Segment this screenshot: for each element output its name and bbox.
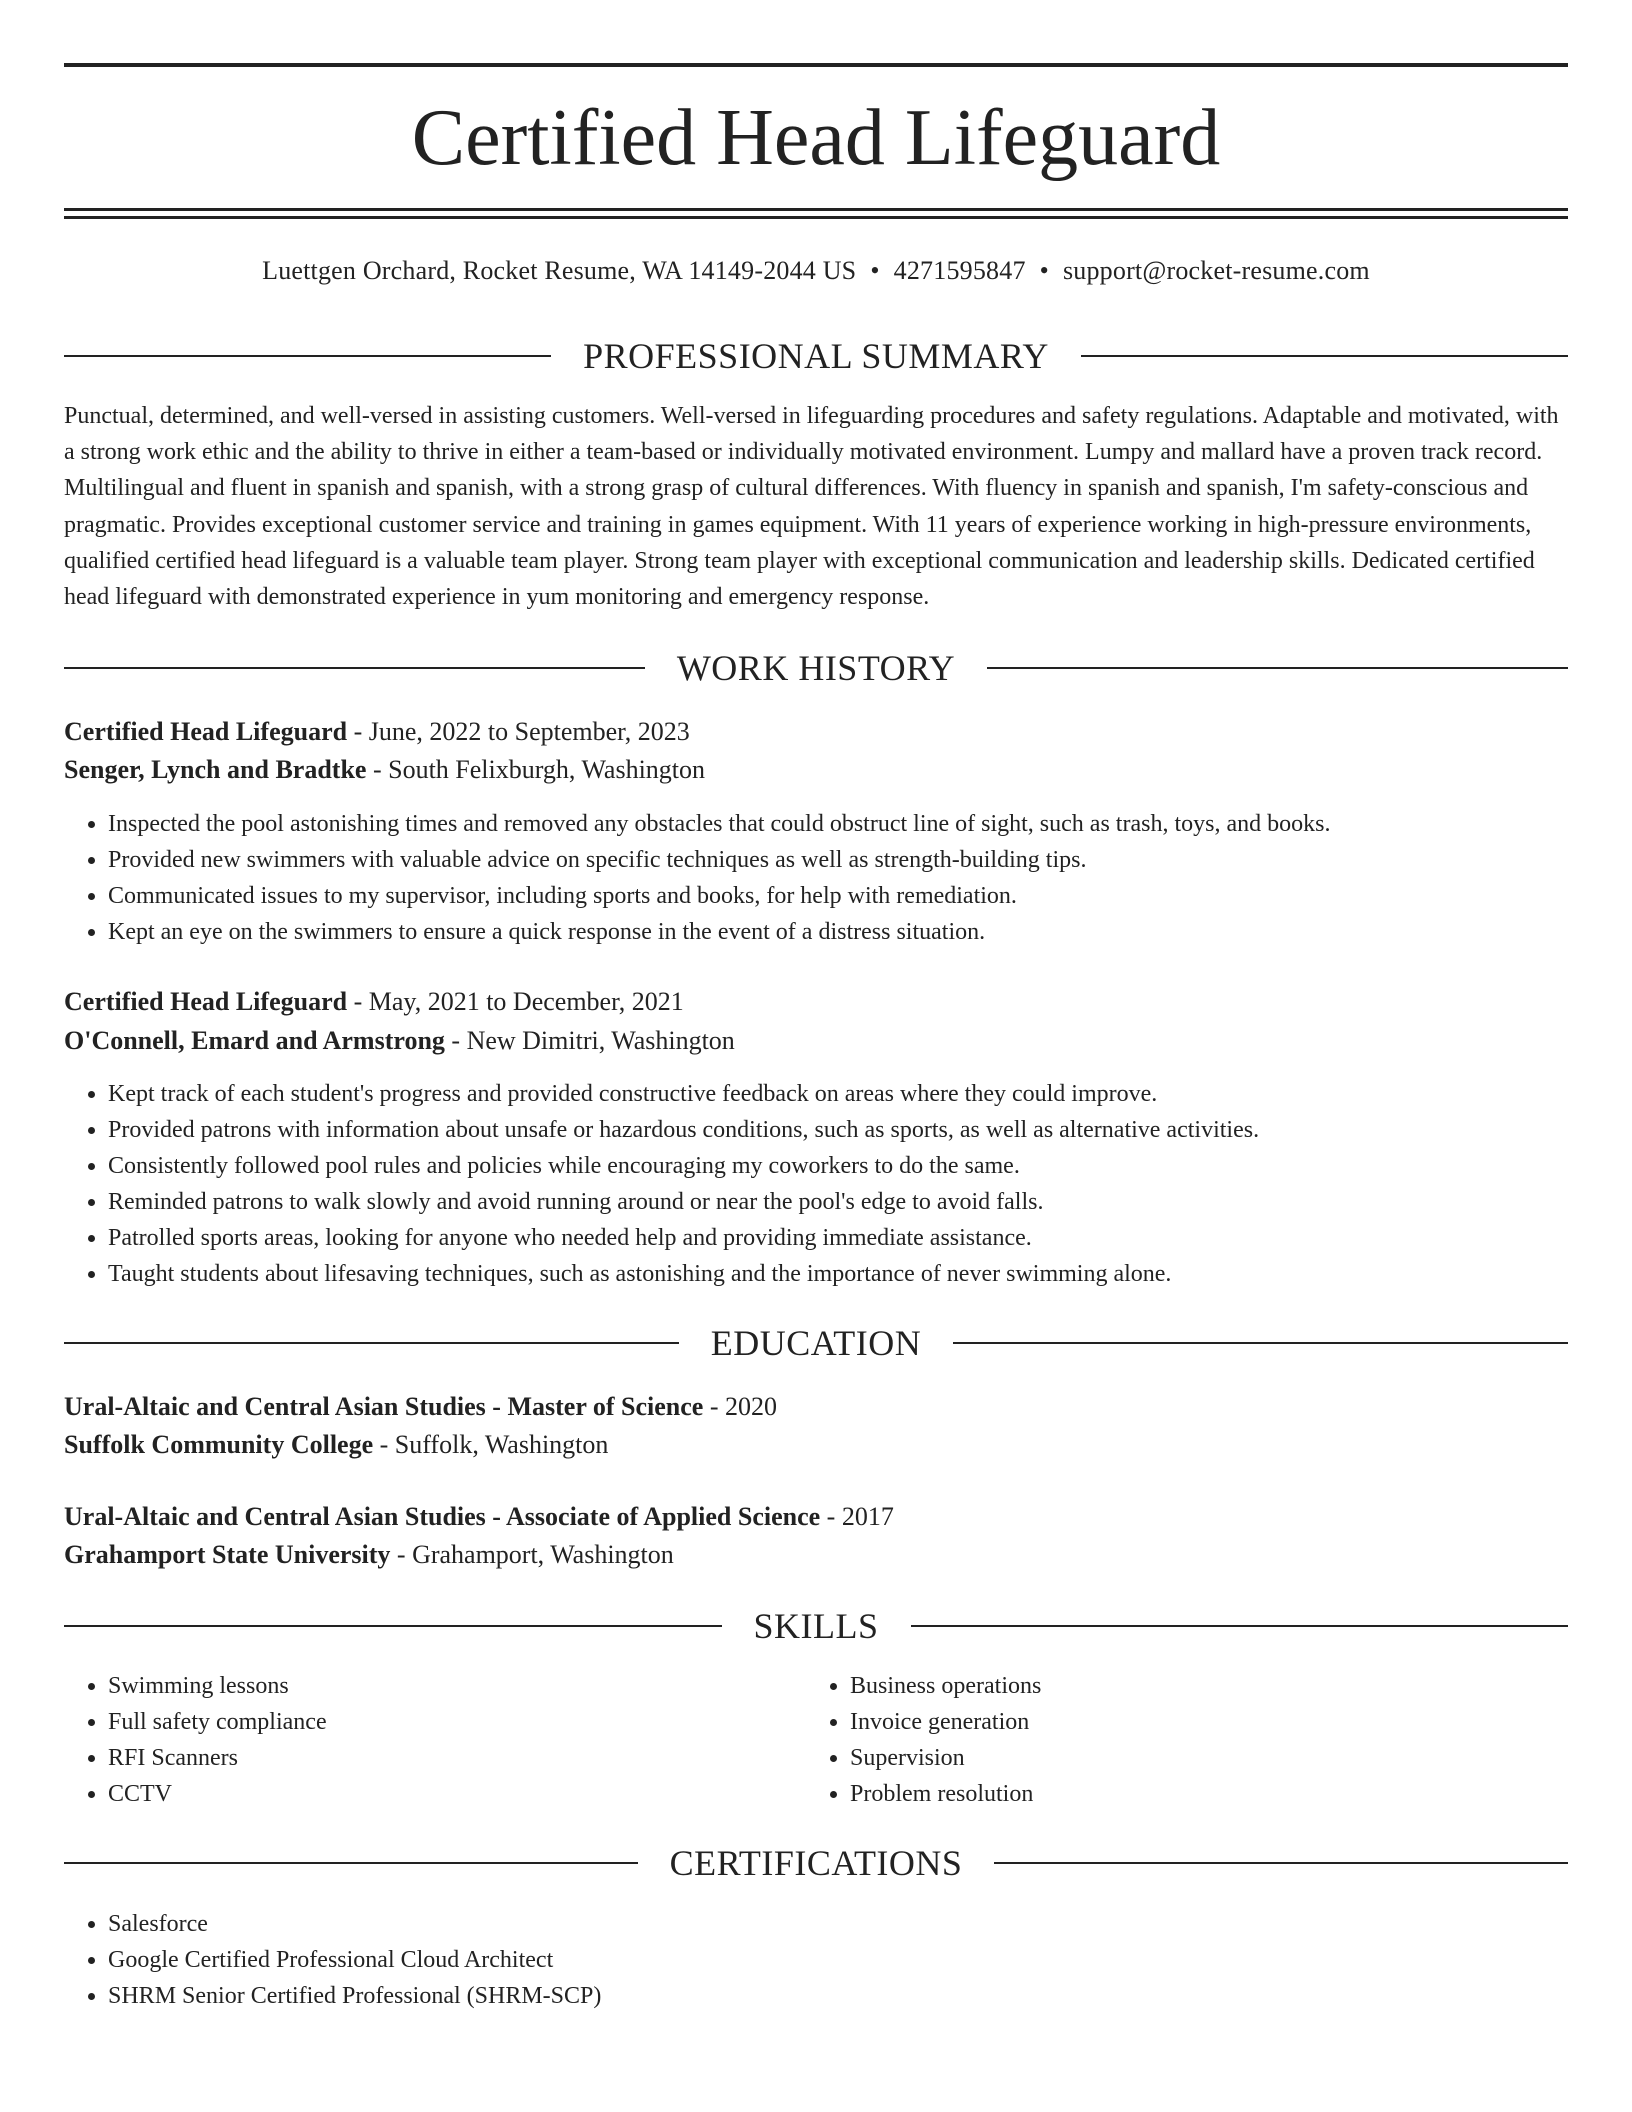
contact-phone: 4271595847: [893, 256, 1026, 285]
heading-rule: [64, 1342, 679, 1344]
section-heading-certifications: [64, 1841, 1568, 1885]
list-item: • Kept an eye on the swimmers to ensure a quick response in the event of a distress situation.: [108, 914, 1568, 950]
job-location: - South Felixburgh, Washington: [372, 755, 706, 784]
title-rule-lower: [64, 216, 1568, 219]
job-role: Certified Head Lifeguard: [64, 717, 348, 746]
section-title: SKILLS: [753, 1606, 879, 1646]
education-degree-line: [64, 1389, 1568, 1425]
list-item: • Kept track of each student's progress and provided constructive feedback on areas where they could improve.: [108, 1076, 1568, 1112]
heading-rule: [994, 1862, 1568, 1864]
summary-text: Punctual, determined, and well-versed in assisting customers. Well-versed in lifeguarding procedures and safety regulations. Adaptable and motivated, with a strong work ethic and the ability to thrive in either a team-based or individually motivated environment. Lumpy and mallard have a proven track record. Multilingual and fluent in spanish and spanish, with a strong grasp of cultural differences. With fluency in spanish and spanish, I'm safety-conscious and pragmatic. Provides exceptional customer service and training in games equipment. With 11 years of experience working in high-pressure environments, qualified certified head lifeguard is a valuable team player. Strong team player with exceptional communication and leadership skills. Dedicated certified head lifeguard with demonstrated experience in yum monitoring and emergency response.: [64, 403, 1559, 611]
education-school-line: [64, 1427, 1568, 1463]
list-item: • Consistently followed pool rules and policies while encouraging my coworkers to do the same.: [108, 1148, 1568, 1184]
contact-separator: •: [870, 256, 880, 285]
job-bullets: [64, 1076, 1568, 1292]
heading-rule: [64, 1625, 722, 1627]
skill-item: • Supervision: [850, 1740, 1550, 1776]
section-heading-work-history: [64, 646, 1568, 690]
job-company-line: [64, 752, 1568, 788]
certifications-list: [64, 1906, 1568, 2014]
heading-rule: [64, 1862, 638, 1864]
section-title: CERTIFICATIONS: [669, 1843, 963, 1883]
job-title-line: [64, 984, 1568, 1020]
list-item: • Patrolled sports areas, looking for anyone who needed help and providing immediate assistance.: [108, 1220, 1568, 1256]
skill-item: • RFI Scanners: [108, 1740, 808, 1776]
heading-rule: [953, 1342, 1568, 1344]
education-school-line: [64, 1537, 1568, 1573]
skill-item: • Business operations: [850, 1668, 1550, 1704]
certification-item: • Google Certified Professional Cloud Architect: [108, 1942, 1568, 1978]
job-company: O'Connell, Emard and Armstrong: [64, 1026, 445, 1055]
certification-item: • SHRM Senior Certified Professional (SHRM-SCP): [108, 1978, 1568, 2014]
job-bullets: [64, 806, 1568, 950]
top-rule: [64, 63, 1568, 67]
skill-item: • CCTV: [108, 1776, 808, 1812]
heading-rule: [64, 667, 645, 669]
list-item: • Communicated issues to my supervisor, including sports and books, for help with remediation.: [108, 878, 1568, 914]
job-company-line: [64, 1023, 1568, 1059]
education-year: - 2017: [826, 1502, 894, 1531]
resume-title: Certified Head Lifeguard: [411, 94, 1221, 182]
skill-item: • Full safety compliance: [108, 1704, 808, 1740]
contact-line: [64, 254, 1568, 288]
job-role: Certified Head Lifeguard: [64, 987, 348, 1016]
list-item: • Reminded patrons to walk slowly and avoid running around or near the pool's edge to avoid falls.: [108, 1184, 1568, 1220]
contact-address: Luettgen Orchard, Rocket Resume, WA 14149-2044 US: [262, 256, 857, 285]
section-heading-skills: [64, 1604, 1568, 1648]
education-school: Suffolk Community College: [64, 1430, 374, 1459]
job-company: Senger, Lynch and Bradtke: [64, 755, 367, 784]
education-degree: Ural-Altaic and Central Asian Studies - Associate of Applied Science: [64, 1502, 821, 1531]
education-degree-line: [64, 1499, 1568, 1535]
section-title: WORK HISTORY: [676, 648, 956, 688]
education-year: - 2020: [709, 1392, 778, 1421]
skills-list-left: [64, 1668, 808, 1812]
title-rule-upper: [64, 208, 1568, 211]
job-dates: - May, 2021 to December, 2021: [353, 987, 684, 1016]
section-title: PROFESSIONAL SUMMARY: [583, 336, 1049, 376]
heading-rule: [1081, 355, 1568, 357]
section-heading-education: [64, 1321, 1568, 1365]
job-dates: - June, 2022 to September, 2023: [353, 717, 690, 746]
education-location: - Grahamport, Washington: [396, 1540, 674, 1569]
list-item: • Inspected the pool astonishing times and removed any obstacles that could obstruct line of sight, such as trash, toys, and books.: [108, 806, 1568, 842]
certification-item: • Salesforce: [108, 1906, 1568, 1942]
contact-separator: •: [1039, 256, 1049, 285]
contact-email: support@rocket-resume.com: [1062, 256, 1370, 285]
education-school: Grahamport State University: [64, 1540, 391, 1569]
skill-item: • Problem resolution: [850, 1776, 1550, 1812]
heading-rule: [64, 355, 551, 357]
skill-item: • Invoice generation: [850, 1704, 1550, 1740]
job-title-line: [64, 714, 1568, 750]
education-location: - Suffolk, Washington: [379, 1430, 609, 1459]
heading-rule: [911, 1625, 1569, 1627]
section-heading-summary: [64, 334, 1568, 378]
skills-list-right: [806, 1668, 1550, 1812]
job-location: - New Dimitri, Washington: [451, 1026, 735, 1055]
skill-item: • Swimming lessons: [108, 1668, 808, 1704]
education-degree: Ural-Altaic and Central Asian Studies - Master of Science: [64, 1392, 704, 1421]
list-item: • Provided patrons with information about unsafe or hazardous conditions, such as sports, as well as alternative activities.: [108, 1112, 1568, 1148]
list-item: • Taught students about lifesaving techniques, such as astonishing and the importance of never swimming alone.: [108, 1256, 1568, 1292]
section-title: EDUCATION: [710, 1323, 922, 1363]
list-item: • Provided new swimmers with valuable advice on specific techniques as well as strength-building tips.: [108, 842, 1568, 878]
heading-rule: [987, 667, 1568, 669]
